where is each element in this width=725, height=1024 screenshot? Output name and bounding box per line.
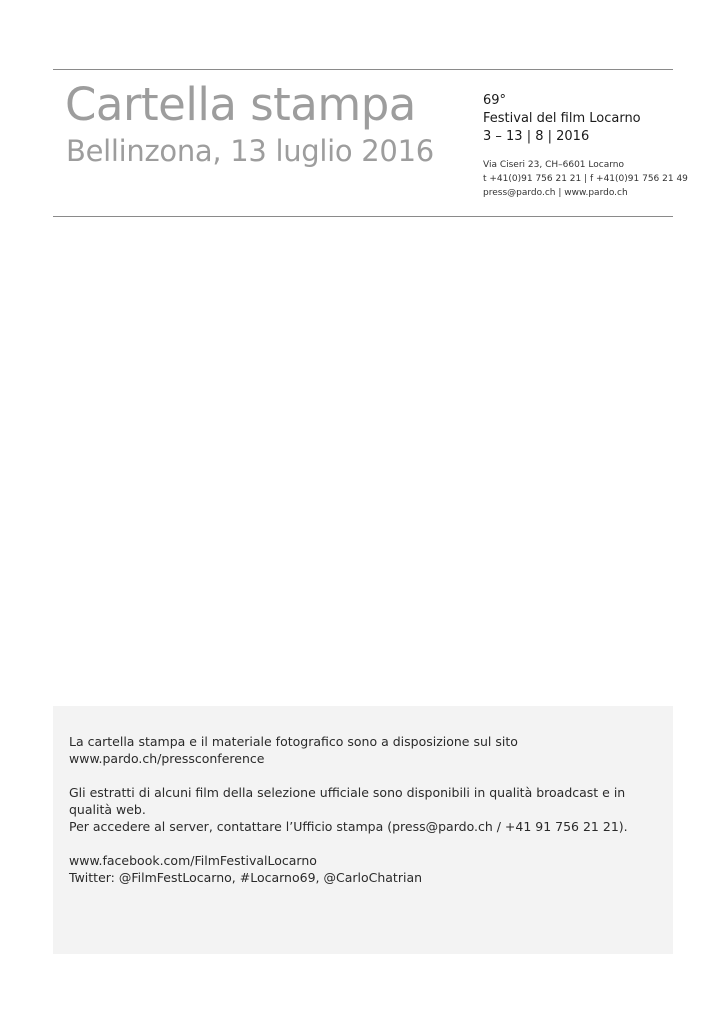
festival-name: Festival del film Locarno	[483, 111, 641, 126]
twitter-handles: Twitter: @FilmFestLocarno, #Locarno69, @CarloChatrian	[69, 870, 423, 885]
server-access-text: Per accedere al server, contattare l’Ufficio stampa (press@pardo.ch / +41 91 756 21 21).	[69, 819, 628, 834]
press-kit-text: La cartella stampa e il materiale fotografico sono a disposizione sul sito	[69, 734, 518, 749]
top-divider	[53, 69, 673, 70]
contact-email-web: press@pardo.ch | www.pardo.ch	[483, 188, 628, 198]
page-title: Cartella stampa	[65, 78, 416, 131]
facebook-link[interactable]: www.facebook.com/FilmFestivalLocarno	[69, 853, 317, 868]
film-excerpts-text: Gli estratti di alcuni film della selezione ufficiale sono disponibili in qualità broadcast e in qualità web.	[69, 785, 626, 817]
contact-address: Via Ciseri 23, CH–6601 Locarno	[483, 160, 624, 170]
press-conference-link[interactable]: www.pardo.ch/pressconference	[69, 751, 265, 766]
info-box	[53, 706, 673, 954]
contact-phone-fax: t +41(0)91 756 21 21 | f +41(0)91 756 21 49	[483, 174, 688, 184]
festival-dates: 3 – 13 | 8 | 2016	[483, 129, 590, 144]
contact-block	[483, 158, 688, 200]
bottom-divider	[53, 216, 673, 217]
festival-edition: 69°	[483, 93, 507, 108]
page-subtitle: Bellinzona, 13 luglio 2016	[66, 134, 434, 168]
festival-info	[483, 92, 641, 146]
